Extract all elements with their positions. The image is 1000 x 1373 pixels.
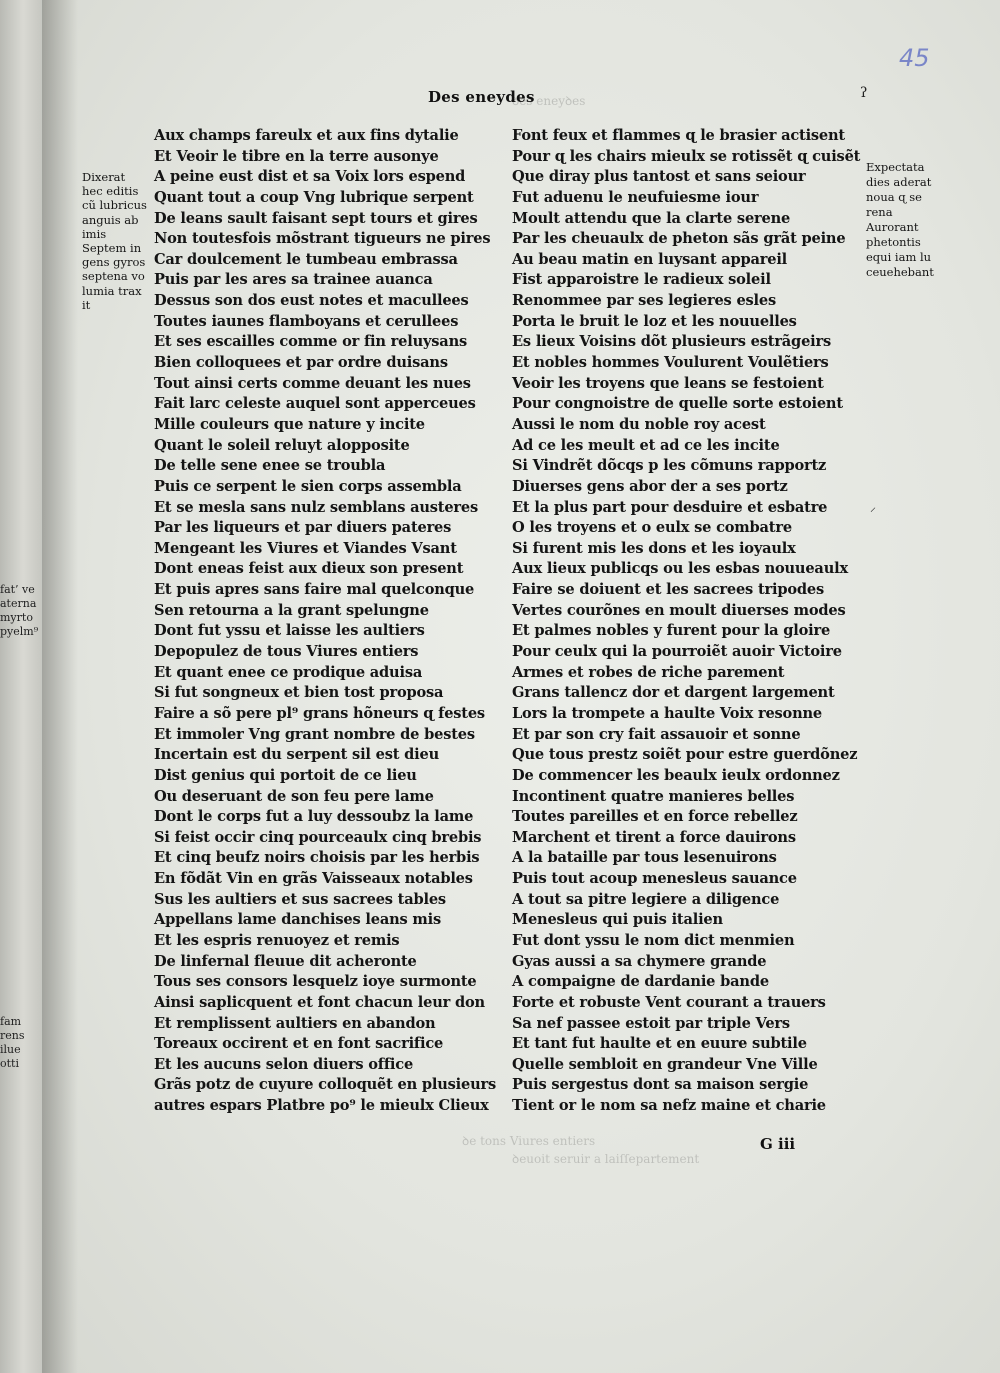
verse-line: En fõdãt Vin en grãs Vaisseaux notables [154,870,473,888]
verse-line: Dont fut yssu et laisse les aultiers [154,622,425,640]
gloss-line: cũ lubricus [82,198,147,213]
verse-line: Puis sergestus dont sa maison sergie [512,1076,809,1094]
verse-line: Porta le bruit le loz et les nouuelles [512,312,797,330]
verse-line: De leans sault faisant sept tours et gires [154,209,478,227]
gloss-line: Aurorant [866,220,919,234]
verse-line: Grans tallencz dor et dargent largement [512,684,835,702]
previous-page-margin-top: fat’ ve aterna myrto pyelm⁹ [0,583,39,638]
gloss-line: septena vo [82,269,145,284]
verse-line: Aux lieux publicqs ou les esbas nouueaulx [512,560,848,578]
verse-line: A tout sa pitre legiere a diligence [512,890,780,908]
verse-line: Tout ainsi certs comme deuant les nues [154,374,471,392]
verse-line: Incontinent quatre manieres belles [512,787,795,805]
verse-line: De linfernal fleuue dit acheronte [154,952,417,970]
verse-line: Ainsi saplicquent et font chacun leur don [154,993,485,1011]
bleed-through-bottom-right: ꝺeuoit seruir a laiſſepartement [512,1152,700,1166]
gloss-line: anguis ab [82,212,139,227]
verse-line: Dessus son dos eust notes et macullees [154,292,469,310]
verse-line: Tient or le nom sa nefz maine et charie [512,1097,826,1115]
verse-line: autres espars Platbre po⁹ le mieulx Clieux [154,1097,489,1115]
verse-line: Et ses escailles comme or fin reluysans [154,333,467,351]
gloss-line: equi iam lu [866,250,932,264]
verse-line: Bien colloquees et par ordre duisans [154,354,448,372]
bleed-through-header: ꝺes eneyꝺes [512,94,586,108]
verse-line: Et immoler Vng grant nombre de bestes [154,725,475,743]
verse-line: Et se mesla sans nulz semblans austeres [154,498,479,516]
header-mark: ʔ [860,85,868,101]
verse-line: Marchent et tirent a force dauirons [512,828,796,846]
verse-line: Toutes pareilles et en force rebellez [512,808,798,826]
verse-line: Au beau matin en luysant appareil [512,250,788,268]
verse-line: Lors la trompete a haulte Voix resonne [512,704,822,722]
gutter-shadow [42,0,78,1373]
verse-line: Et palmes nobles y furent pour la gloire [512,622,831,640]
verse-line: Que diray plus tantost et sans seiour [512,168,806,186]
gloss-line: dies aderat [866,175,932,189]
verse-line: Et les espris renuoyez et remis [154,931,400,949]
verse-line: Sen retourna a la grant spelungne [154,601,429,619]
verse-line: Par les liqueurs et par diuers pateres [154,519,452,537]
running-header: Des eneydes [428,88,535,106]
verse-line: Quant le soleil reluyt alopposite [154,436,410,454]
verse-line: Moult attendu que la clarte serene [512,209,791,227]
verse-line: Faire a sõ pere pl⁹ grans hõneurs ɋ festes [154,704,485,722]
verse-line: De telle sene enee se troubla [154,457,386,475]
verse-line: Et quant enee ce prodique aduisa [154,663,423,681]
verse-line: Sus les aultiers et sus sacrees tables [154,890,446,908]
right-margin-gloss [866,160,956,280]
verse-line: Aux champs fareulx et aux fins dytalie [154,127,459,144]
verse-line: Fut dont yssu le nom dict menmien [512,931,795,949]
verse-line: Pour congnoistre de quelle sorte estoient [512,395,843,413]
verse-line: Puis ce serpent le sien corps assembla [154,477,462,495]
verse-line: Sa nef passee estoit par triple Vers [512,1014,790,1032]
book-page [42,0,1000,1373]
verse-line: Armes et robes de riche parement [512,663,785,681]
verse-line: Et Veoir le tibre en la terre ausonye [154,147,439,165]
verse-line: Depopulez de tous Viures entiers [154,643,419,661]
verse-line: Toutes iaunes flamboyans et cerullees [154,312,459,330]
verse-line: Et les aucuns selon diuers office [154,1055,414,1073]
verse-line: Et cinq beufz noirs choisis par les herbis [154,849,480,867]
verse-line: A la bataille par tous lesenuirons [512,849,777,867]
verse-line: Fut aduenu le neufuiesme iour [512,188,759,206]
verse-line: Mille couleurs que nature y incite [154,415,425,433]
verse-line: Font feux et flammes ɋ le brasier actisent [512,127,845,144]
verse-line: Que tous prestz soiẽt pour estre guerdõnez [512,746,858,764]
verse-line: Puis tout acoup menesleus sauance [512,870,797,888]
text-column-right [512,126,861,1117]
gloss-line: hec editis [82,184,139,199]
verse-line: A compaigne de dardanie bande [512,973,769,991]
text-column-left [154,126,497,1117]
verse-line: Faire se doiuent et les sacrees tripodes [512,581,824,599]
verse-line: Toreaux occirent et en font sacrifice [154,1035,444,1053]
verse-line: A peine eust dist et sa Voix lors espend [154,168,466,186]
gloss-line: gens gyros [82,255,146,270]
verse-line: Appellans lame danchises leans mis [154,911,441,929]
verse-line: Fist apparoistre le radieux soleil [512,271,771,289]
verse-line: Gyas aussi a sa chymere grande [512,952,767,970]
verse-line: Mengeant les Viures et Viandes Vsant [154,539,457,557]
verse-line: O les troyens et o eulx se combatre [512,519,792,537]
previous-page-margin-bottom: fam rens ilue otti [0,1015,25,1070]
gloss-line: noua ɋ se [866,190,922,204]
verse-line: Ou deseruant de son feu pere lame [154,787,434,805]
verse-line: Incertain est du serpent sil est dieu [154,746,440,764]
previous-page-edge [0,0,43,1373]
verse-line: Quelle sembloit en grandeur Vne Ville [512,1055,818,1073]
verse-line: De commencer les beaulx ieulx ordonnez [512,766,840,784]
gloss-line: Septem in [82,240,142,255]
verse-line: Si Vindrẽt dõcqs p les cõmuns rapportz [512,457,827,475]
gloss-line: lumia trax [82,283,142,298]
verse-line: Si feist occir cinq pourceaulx cinq brebis [154,828,482,846]
verse-line: Et nobles hommes Voulurent Voulẽtiers [512,354,829,372]
bleed-through-bottom-left: ꝺe tons Viures entiers [462,1134,596,1148]
gloss-line: phetontis [866,235,921,249]
left-margin-gloss [82,170,152,312]
verse-line: Et remplissent aultiers en abandon [154,1014,436,1032]
verse-line: Dist genius qui portoit de ce lieu [154,766,417,784]
verse-line: Fait larc celeste auquel sont apperceues [154,395,476,413]
verse-line: Vertes courõnes en moult diuerses modes [512,601,846,619]
verse-line: Menesleus qui puis italien [512,911,723,929]
gloss-line: it [82,297,91,312]
verse-line: Aussi le nom du noble roy acest [512,415,766,433]
verse-line: Diuerses gens abor der a ses portz [512,477,788,495]
margin-dash-icon: ⸝ [870,500,877,514]
verse-line: Si fut songneux et bien tost proposa [154,684,444,702]
verse-line: Grãs potz de cuyure colloquẽt en plusieurs [154,1076,497,1094]
verse-line: Et tant fut haulte et en euure subtile [512,1035,807,1053]
verse-line: Et puis apres sans faire mal quelconque [154,581,475,599]
verse-line: Quant tout a coup Vng lubrique serpent [154,188,474,206]
gloss-line: imis [82,226,107,241]
gloss-line: Expectata [866,160,925,174]
signature-mark: G iii [760,1135,796,1153]
verse-line: Dont le corps fut a luy dessoubz la lame [154,808,474,826]
verse-line: Pour ceulx qui la pourroiẽt auoir Victoire [512,643,842,661]
gloss-line: rena [866,205,893,219]
verse-line: Par les cheuaulx de pheton sãs grãt peine [512,230,846,248]
verse-line: Es lieux Voisins dõt plusieurs estrãgeirs [512,333,831,351]
verse-line: Tous ses consors lesquelz ioye surmonte [154,973,477,991]
folio-number: 45 [899,44,930,72]
verse-line: Pour ɋ les chairs mieulx se rotissẽt ɋ cuisẽt [512,147,861,165]
verse-line: Dont eneas feist aux dieux son present [154,560,464,578]
verse-line: Car doulcement le tumbeau embrassa [154,250,458,268]
verse-line: Et la plus part pour desduire et esbatre [512,498,828,516]
verse-line: Renommee par ses legieres esles [512,292,776,310]
gloss-line: Dixerat [82,170,126,184]
verse-line: Si furent mis les dons et les ioyaulx [512,539,796,557]
verse-line: Veoir les troyens que leans se festoient [512,374,824,392]
verse-line: Ad ce les meult et ad ce les incite [512,436,780,454]
gloss-line: ceuehebant [866,265,934,279]
verse-line: Puis par les ares sa trainee auanca [154,271,433,289]
verse-line: Non toutesfois mõstrant tigueurs ne pires [154,230,491,248]
verse-line: Forte et robuste Vent courant a trauers [512,993,826,1011]
verse-line: Et par son cry fait assauoir et sonne [512,725,801,743]
